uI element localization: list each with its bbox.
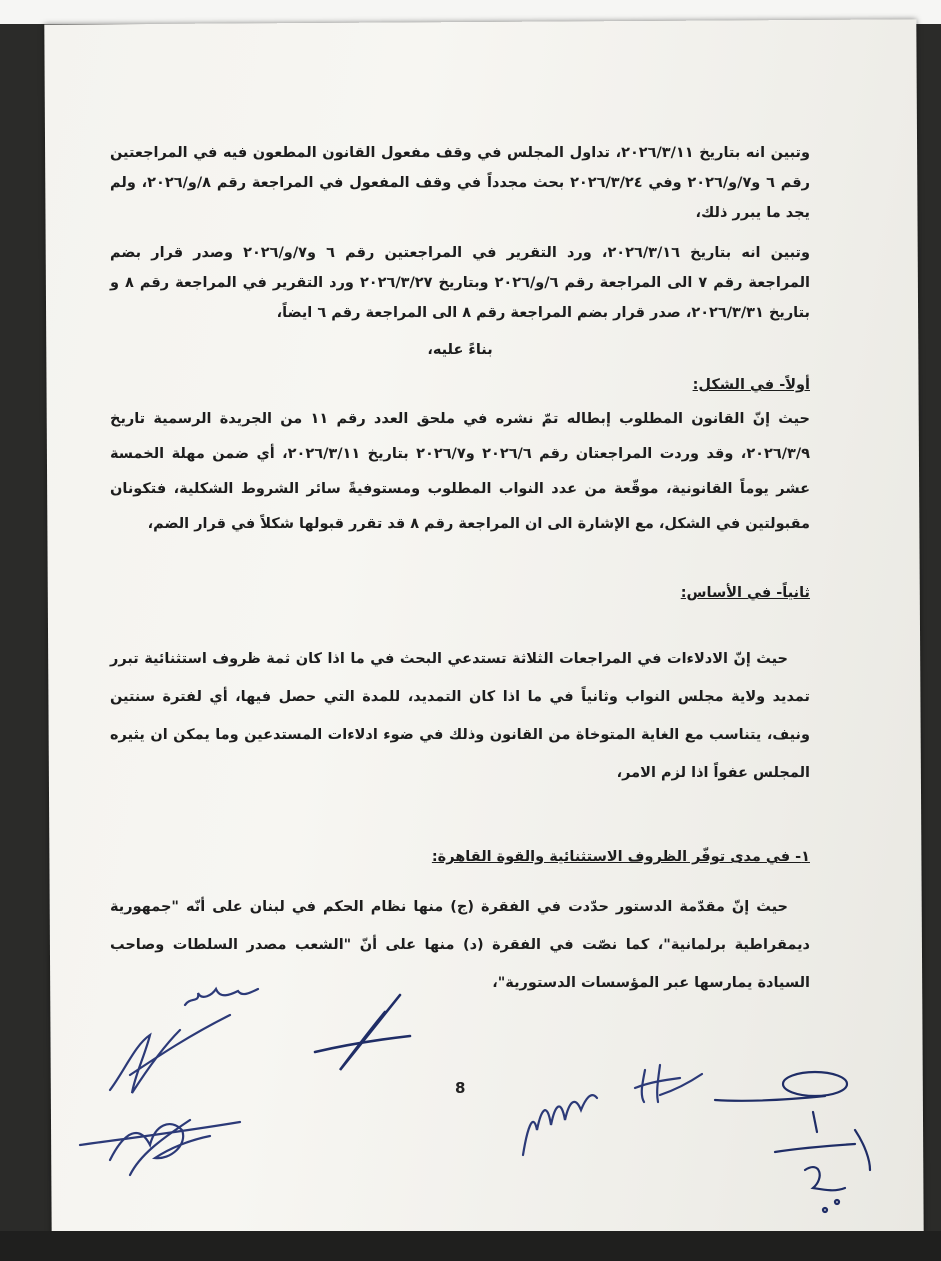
paragraph-deliberation: وتبين انه بتاريخ ٢٠٢٦/٣/١١، تداول المجلس في وقف مفعول القانون المطعون فيه في المراجعتين رقم ٦ و٧/و/٢٠٢٦ وفي ٢٠٢٦/٣/٢٤ بحث مجدداً في وقف المفعول في المراجعة رقم ٨/و/٢٠٢٦، ولم يجد ما يبرر ذلك، [110,145,811,221]
page-number: 8 [455,1079,466,1097]
heading-exceptional-circumstances: ١- في مدى توفّر الظروف الاستثنائية والقوة القاهرة: [431,849,810,865]
signature-2 [300,990,430,1084]
spacer [110,874,810,888]
signature-4 [515,1070,625,1174]
paragraph-report: وتبين انه بتاريخ ٢٠٢٦/٣/١٦، ورد التقرير في المراجعتين رقم ٦ و٧/و/٢٠٢٦ وصدر قرار بضم المراجعة رقم ٧ الى المراجعة رقم ٦/و/٢٠٢٦ وبتاريخ ٢٠٢٦/٣/٢٧ ورد التقرير في المراجعة رقم ٨ و بتاريخ ٢٠٢٦/٣/٣١، صدر قرار بضم المراجعة رقم ٨ الى المراجعة رقم ٦ ايضاً، [110,245,811,321]
signature-5 [630,1060,710,1114]
spacer [110,610,810,640]
signature-3 [70,1100,250,1184]
document-body [110,138,810,1002]
spacer [110,542,810,572]
heading-substance: ثانياً- في الأساس: [680,585,810,601]
signature-1 [90,975,310,1109]
paragraph-constitution: حيث إنّ مقدّمة الدستور حدّدت في الفقرة (ج) منها نظام الحكم في لبنان على أنّه "جمهورية ديمقراطية برلمانية"، كما نصّت في الفقرة (د) منها على أنّ "الشعب مصدر السلطات وصاحب السيادة يمارسها عبر المؤسسات الدستورية"، [110,899,810,991]
spacer [110,792,810,836]
signature-6 [705,1060,895,1224]
paragraph-form: حيث إنّ القانون المطلوب إبطاله تمّ نشره في ملحق العدد رقم ١١ من الجريدة الرسمية تاريخ ٢٠٢٦/٣/٩، وقد وردت المراجعتان رقم ٢٠٢٦/٦ و٢٠٢٦/٧ بتاريخ ٢٠٢٦/٣/١١، أي ضمن مهلة الخمسة عشر يوماً القانونية، موقّعة من عدد النواب المطلوب ومستوفيةً سائر الشروط الشكلية، فتكونان مقبولتين في الشكل، مع الإشارة الى ان المراجعة رقم ٨ قد تقرر قبولها شكلاً في قرار الضم، [110,411,811,532]
window-bottom-strip [0,1231,941,1261]
heading-based-on: بناءً عليه، [427,342,493,358]
paragraph-substance: حيث إنّ الادلاءات في المراجعات الثلاثة تستدعي البحث في ما اذا كان ثمة ظروف استثنائية تبرر تمديد ولاية مجلس النواب وثانياً في ما اذا كان التمديد، للمدة التي حصل فيها، أي لفترة سنتين ونيف، يتناسب مع الغاية المتوخاة من القانون وذلك في ضوء ادلاءات المستدعين وما يمكن ان يثيره المجلس عفواً اذا لزم الامر، [110,651,810,781]
heading-form: أولاً- في الشكل: [692,377,810,393]
